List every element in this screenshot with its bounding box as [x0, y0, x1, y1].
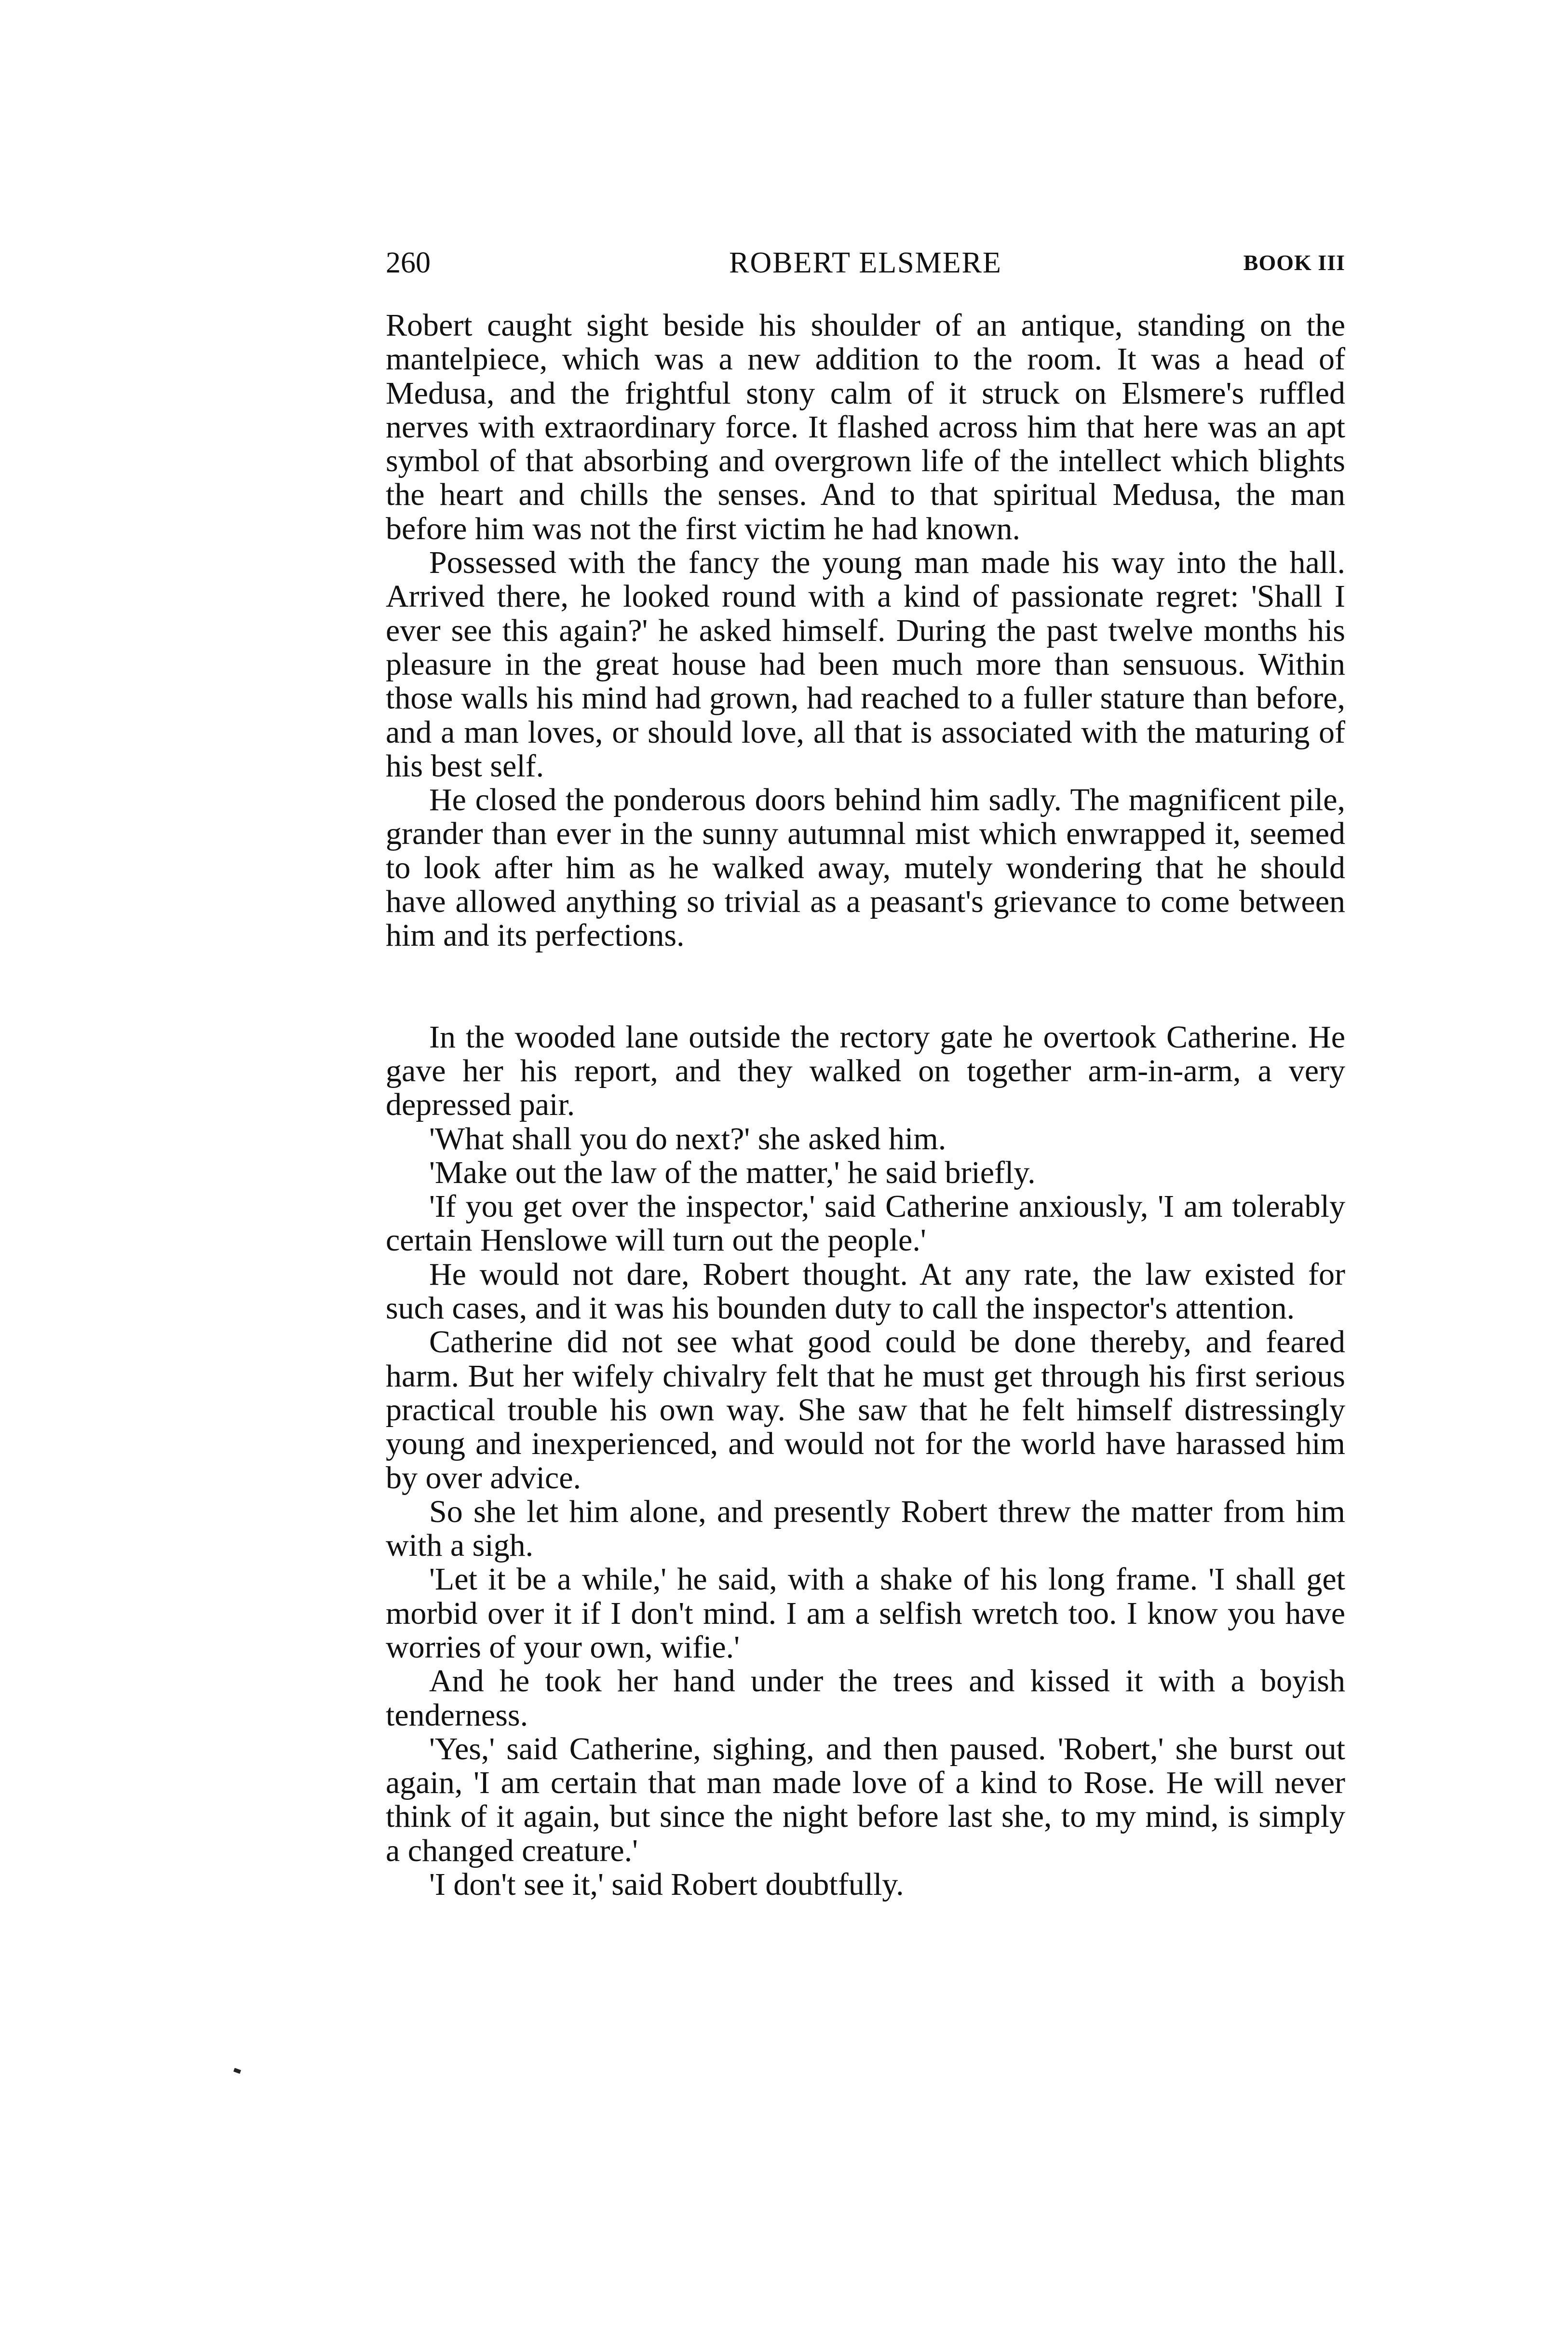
paragraph: 'Yes,' said Catherine, sighing, and then paused. 'Robert,' she burst out again, 'I am certain that man made love of a kind to Rose. He will never think of it again, but since the night before last she, to my mind, is simply a changed creature.'	[386, 1731, 1345, 1868]
body-text	[386, 309, 1345, 1902]
paragraph: 'Make out the law of the matter,' he said briefly.	[429, 1155, 1036, 1190]
paragraph: In the wooded lane outside the rectory gate he overtook Catherine. He gave her his report, and they walked on together arm-in-arm, a very depressed pair.	[386, 1019, 1345, 1123]
paragraph: And he took her hand under the trees and kissed it with a boyish tenderness.	[386, 1663, 1345, 1733]
paragraph: 'Let it be a while,' he said, with a shake of his long frame. 'I shall get morbid over it if I don't mind. I am a selfish wretch too. I know you have worries of your own, wifie.'	[386, 1562, 1345, 1665]
paragraph: 'What shall you do next?' she asked him.	[429, 1121, 946, 1156]
book-label: BOOK III	[1243, 250, 1345, 275]
running-header	[386, 244, 1345, 282]
ink-speck	[233, 2068, 241, 2074]
paragraph: 'I don't see it,' said Robert doubtfully.	[429, 1867, 904, 1903]
paragraph: Robert caught sight beside his shoulder of an antique, standing on the mantelpiece, which was a new addition to the room. It was a head of Medusa, and the frightful stony calm of it struck on Elsmere's ruffled nerves with extraordinary force. It flashed across him that here was an apt symbol of that absorbing and overgrown life of the intellect which blights the heart and chills the senses. And to that spiritual Medusa, the man before him was not the first victim he had known.	[386, 308, 1345, 546]
paragraph: He would not dare, Robert thought. At any rate, the law existed for such cases, and it was his bounden duty to call the inspector's attention.	[386, 1256, 1345, 1326]
paragraph: He closed the ponderous doors behind him sadly. The magnificent pile, grander than ever in the sunny autumnal mist which enwrapped it, seemed to look after him as he walked away, mutely wondering that he should have allowed anything so trivial as a peasant's grievance to come between him and its perfections.	[386, 782, 1345, 953]
paragraph: 'If you get over the inspector,' said Catherine anxiously, 'I am tolerably certain Henslowe will turn out the people.'	[386, 1189, 1345, 1258]
paragraph: So she let him alone, and presently Robert threw the matter from him with a sigh.	[386, 1494, 1345, 1563]
paragraph: Catherine did not see what good could be done thereby, and feared harm. But her wifely chivalry felt that he must get through his first serious practical trouble his own way. She saw that he felt himself distressingly young and inexperienced, and would not for the world have harassed him by over advice.	[386, 1324, 1345, 1495]
running-title: ROBERT ELSMERE	[729, 246, 1002, 279]
page-number: 260	[386, 246, 431, 279]
paragraph: Possessed with the fancy the young man made his way into the hall. Arrived there, he looked round with a kind of passionate regret: 'Shall I ever see this again?' he asked himself. During the past twelve months his pleasure in the great house had been much more than sensuous. Within those walls his mind had grown, had reached to a fuller stature than before, and a man loves, or should love, all that is associated with the maturing of his best self.	[386, 545, 1345, 784]
